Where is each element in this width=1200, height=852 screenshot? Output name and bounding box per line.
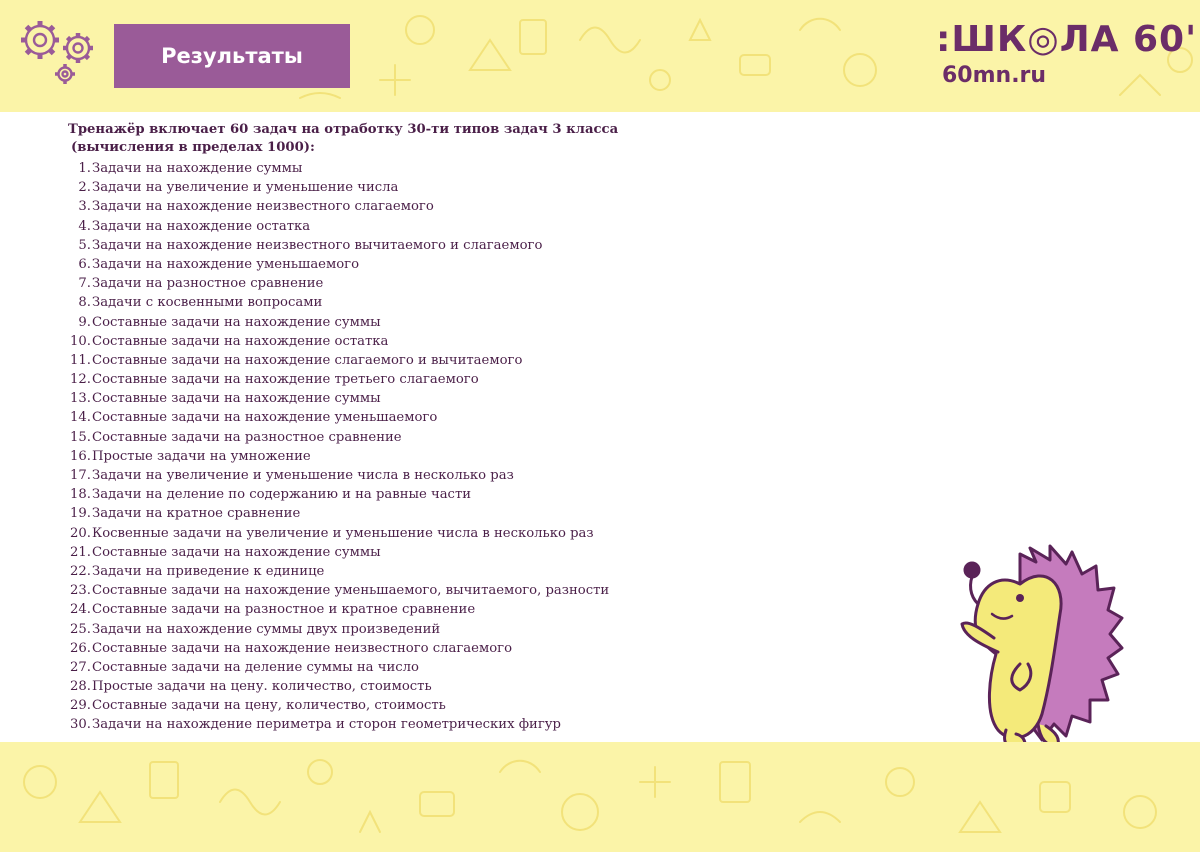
logo-brand: :ШК◎ЛА 60'	[936, 19, 1198, 60]
task-number: 9.	[78, 314, 91, 330]
task-list-section	[68, 121, 888, 735]
task-text: Задачи на разностное сравнение	[92, 276, 324, 292]
task-number: 27.	[70, 659, 91, 675]
task-text: Составные задачи на нахождение уменьшаемого	[92, 410, 438, 426]
task-text: Задачи на нахождение неизвестного вычитаемого и слагаемого	[92, 237, 543, 253]
task-text: Составные задачи на нахождение суммы	[92, 314, 381, 330]
school-logo[interactable]	[936, 18, 1198, 94]
task-text: Составные задачи на нахождение уменьшаемого, вычитаемого, разности	[92, 583, 610, 599]
task-text: Простые задачи на цену. количество, стоимость	[92, 679, 432, 695]
task-text: Составные задачи на нахождение слагаемого и вычитаемого	[92, 352, 523, 368]
logo-site-link[interactable]: 60mn.ru	[942, 63, 1047, 88]
task-number: 6.	[78, 256, 91, 272]
task-number: 22.	[70, 563, 91, 579]
task-text: Составные задачи на разностное сравнение	[92, 429, 402, 445]
task-text: Составные задачи на цену, количество, стоимость	[92, 698, 446, 714]
task-number: 26.	[70, 640, 91, 656]
intro-line-2: (вычисления в пределах 1000):	[71, 140, 315, 155]
list-item	[68, 293, 888, 312]
task-number: 15.	[70, 429, 91, 445]
task-number: 20.	[70, 525, 91, 541]
task-text: Задачи на нахождение неизвестного слагаемого	[92, 199, 434, 215]
task-text: Составные задачи на разностное и кратное сравнение	[92, 602, 476, 618]
task-text: Задачи на увеличение и уменьшение числа в несколько раз	[92, 468, 514, 483]
task-number: 8.	[78, 295, 91, 311]
task-text: Задачи на нахождение уменьшаемого	[92, 256, 360, 272]
list-item	[68, 715, 888, 734]
task-text: Косвенные задачи на увеличение и уменьшение числа в несколько раз	[92, 525, 594, 541]
hedgehog-mascot	[950, 544, 1130, 759]
task-number: 11.	[70, 352, 91, 368]
task-number: 13.	[70, 391, 91, 407]
list-item	[68, 658, 888, 677]
list-item	[68, 197, 888, 216]
task-number: 19.	[70, 506, 91, 522]
header-band	[0, 0, 1200, 112]
list-item	[68, 504, 888, 523]
list-item	[68, 255, 888, 274]
list-item	[68, 447, 888, 466]
list-item	[68, 351, 888, 370]
task-number: 1.	[78, 161, 91, 176]
task-text: Составные задачи на нахождение третьего слагаемого	[92, 372, 479, 388]
task-text: Задачи на нахождение остатка	[92, 218, 311, 234]
task-text: Задачи на кратное сравнение	[92, 506, 301, 522]
list-item	[68, 639, 888, 658]
task-number: 21.	[70, 544, 91, 560]
task-text: Простые задачи на умножение	[92, 448, 311, 464]
footer-band	[0, 742, 1200, 852]
task-text: Задачи на увеличение и уменьшение числа	[92, 180, 399, 196]
list-item	[68, 236, 888, 255]
task-number: 10.	[70, 333, 91, 349]
list-item	[68, 466, 888, 485]
list-item	[68, 562, 888, 581]
intro-line-1: Тренажёр включает 60 задач на отработку 30-ти типов задач 3 класса	[68, 122, 619, 137]
list-item	[68, 159, 888, 178]
task-number: 4.	[78, 218, 91, 234]
list-item	[68, 524, 888, 543]
task-text: Составные задачи на деление суммы на число	[92, 659, 419, 675]
task-number: 18.	[70, 487, 91, 503]
task-number: 5.	[78, 237, 91, 253]
list-item	[68, 677, 888, 696]
task-number: 23.	[70, 583, 91, 599]
task-text: Составные задачи на нахождение суммы	[92, 391, 381, 407]
task-text: Составные задачи на нахождение остатка	[92, 333, 389, 349]
list-item	[68, 274, 888, 293]
task-number: 12.	[70, 372, 91, 388]
task-number: 29.	[70, 698, 91, 714]
list-item	[68, 485, 888, 504]
list-item	[68, 543, 888, 562]
results-button[interactable]: Результаты	[114, 24, 350, 88]
task-text: Задачи с косвенными вопросами	[92, 295, 323, 311]
list-item	[68, 620, 888, 639]
task-number: 17.	[70, 468, 91, 483]
list-item	[68, 696, 888, 715]
list-item	[68, 428, 888, 447]
task-number: 24.	[70, 602, 91, 618]
gears-icon	[16, 16, 98, 86]
task-number: 16.	[70, 448, 91, 464]
task-text: Составные задачи на нахождение неизвестного слагаемого	[92, 640, 513, 656]
task-list	[68, 159, 888, 735]
task-number: 2.	[78, 180, 91, 196]
list-item	[68, 600, 888, 619]
task-number: 30.	[70, 717, 91, 733]
task-text: Задачи на нахождение суммы двух произведений	[92, 621, 441, 637]
list-item	[68, 217, 888, 236]
task-number: 25.	[70, 621, 91, 637]
task-text: Задачи на деление по содержанию и на равные части	[92, 487, 472, 503]
list-item	[68, 178, 888, 197]
list-item	[68, 370, 888, 389]
list-item	[68, 332, 888, 351]
task-number: 3.	[78, 199, 91, 215]
task-number: 7.	[78, 276, 91, 292]
list-item	[68, 581, 888, 600]
task-text: Задачи на нахождение периметра и сторон геометрических фигур	[92, 717, 561, 733]
intro-text	[68, 121, 888, 157]
task-text: Задачи на нахождение суммы	[92, 161, 303, 176]
task-number: 14.	[70, 410, 91, 426]
task-number: 28.	[70, 679, 91, 695]
task-text: Задачи на приведение к единице	[92, 563, 325, 579]
list-item	[68, 408, 888, 427]
list-item	[68, 389, 888, 408]
task-text: Составные задачи на нахождение суммы	[92, 544, 381, 560]
list-item	[68, 313, 888, 332]
footer-doodle-pattern	[0, 742, 1200, 852]
